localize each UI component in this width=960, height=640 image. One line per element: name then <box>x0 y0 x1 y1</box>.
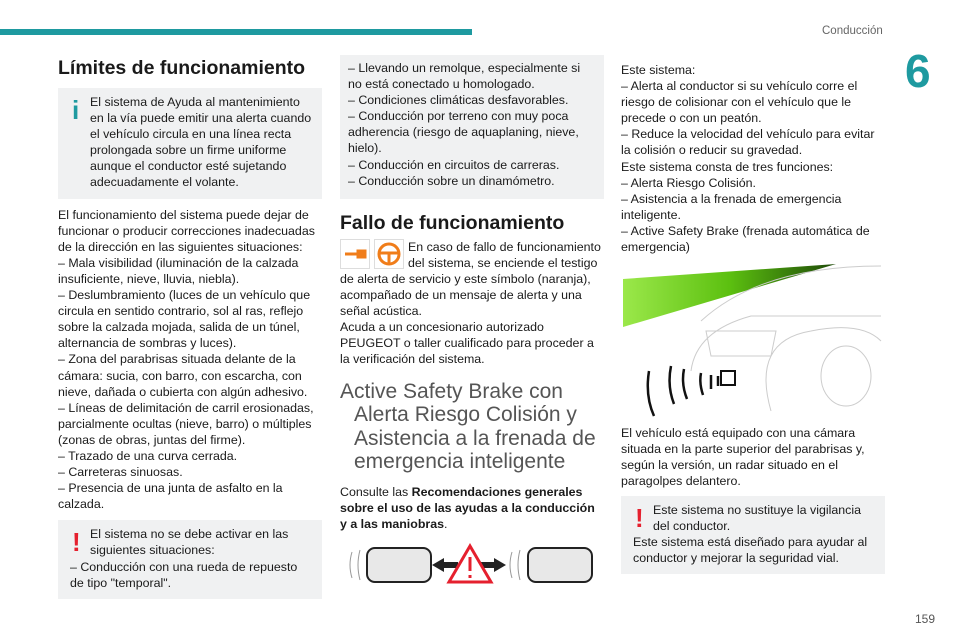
warning-box <box>621 496 885 574</box>
list-item: – Mala visibilidad (iluminación de la calzada insuficiente, nieve, lluvia, niebla). <box>58 255 299 286</box>
list-item: – Asistencia a la frenada de emergencia inteligente. <box>621 191 842 222</box>
section-title: Límites de funcionamiento <box>58 57 306 79</box>
paragraph: El funcionamiento del sistema puede dejar de funcionar o producir correcciones inadecuadas de la dirección en las siguientes situaciones: <box>58 207 315 254</box>
chapter-title: Conducción <box>822 25 883 37</box>
list-item: – Conducción en circuitos de carreras. <box>348 157 560 172</box>
list-item: – Active Safety Brake (frenada automática de emergencia) <box>621 223 870 255</box>
camera-text: El vehículo está equipado con una cámara situada en la parte superior del parabrisas y, según la versión, un radar situado en el paragolpes delantero. <box>621 426 865 489</box>
header-bar <box>0 29 472 35</box>
list-item: – Llevando un remolque, especialmente si no está conectado u homologado. <box>348 61 581 92</box>
warning-box <box>58 520 322 598</box>
list-item: – Zona del parabrisas situada delante de la cámara: sucia, con barro, con escarcha, con nieve, dañada o cubierta con algún adhesivo. <box>58 352 308 399</box>
warning-text: El sistema no se debe activar en las siguientes situaciones: <box>90 527 289 558</box>
list-item: – Condiciones climáticas desfavorables. <box>348 93 569 108</box>
list-item: – Alerta al conductor si su vehículo corre el riesgo de colisionar con el vehículo que le precede o con un peatón. <box>621 79 858 126</box>
list-item: – Conducción sobre un dinamómetro. <box>348 173 555 188</box>
list-item: – Reduce la velocidad del vehículo para evitar la colisión o reducir su gravedad. <box>621 127 875 158</box>
consult-suffix: . <box>444 516 448 531</box>
right-column <box>621 62 885 574</box>
page-number: 159 <box>915 612 936 626</box>
consult-prefix: Consulte las <box>340 484 412 499</box>
list-item: – Alerta Riesgo Colisión. <box>621 175 756 190</box>
collision-illustration <box>340 540 604 590</box>
list-item: – Líneas de delimitación de carril erosionadas, parcialmente ocultas (nieve, barro) o múltiples (zonas de obras, juntas del firme). <box>58 400 314 447</box>
list-item: – Trazado de una curva cerrada. <box>58 448 238 463</box>
limits-list <box>58 207 322 513</box>
consult-text <box>340 484 604 532</box>
chapter-number: 6 <box>905 45 931 97</box>
warning-lamps <box>340 239 404 269</box>
steering-wheel-icon <box>374 239 404 269</box>
fault-title: Fallo de funcionamiento <box>340 211 565 234</box>
warning-icon: ! <box>635 502 644 533</box>
list-item: – Presencia de una junta de asfalto en la calzada. <box>58 481 283 512</box>
info-icon: i <box>72 95 80 125</box>
fault-text: En caso de fallo de funcionamiento del sistema, se enciende el testigo de alerta de servicio y este símbolo (naranja), acompañado de un mensaje de alerta y una señal acústica. <box>340 239 601 319</box>
warning-text: Este sistema está diseñado para ayudar al conductor y mejorar la seguridad vial. <box>633 534 868 565</box>
list-item: – Conducción por terreno con muy poca adherencia (riesgo de aquaplaning, nieve, hielo). <box>348 109 579 156</box>
warning-text: – Conducción con una rueda de repuesto de tipo "temporal". <box>70 559 298 590</box>
consult-link[interactable]: Recomendaciones generales sobre el uso de las ayudas a la conducción y a las maniobras <box>340 484 595 531</box>
middle-column <box>340 55 604 594</box>
paragraph: Este sistema: <box>621 63 696 77</box>
paragraph: Este sistema consta de tres funciones: <box>621 159 834 174</box>
wrench-icon <box>340 239 370 269</box>
camera-radar-illustration <box>621 261 885 421</box>
left-column <box>58 56 322 599</box>
info-text: El sistema de Ayuda al mantenimiento en la vía puede emitir una alerta cuando el vehículo circula en una línea recta prolongada sobre un firme uniforme aunque el conductor esté sujetando adecuadamente el volante. <box>90 95 312 190</box>
list-item: – Carreteras sinuosas. <box>58 465 183 480</box>
list-item: – Deslumbramiento (luces de un vehículo que circula en sentido contrario, sol al ras, reflejo sobre la calzada mojada, salida de un túnel, alternancia de sombras y luces). <box>58 288 311 351</box>
conditions-box <box>340 55 604 199</box>
asb-title: Active Safety Brake con Alerta Riesgo Colisión y Asistencia a la frenada de emergencia inteligente <box>340 379 596 473</box>
info-box <box>58 88 322 199</box>
warning-icon: ! <box>72 527 81 558</box>
fault-text: Acuda a un concesionario autorizado PEUGEOT o taller cualificado para proceder a la verificación del sistema. <box>340 320 594 367</box>
warning-text: Este sistema no sustituye la vigilancia del conductor. <box>653 502 861 533</box>
